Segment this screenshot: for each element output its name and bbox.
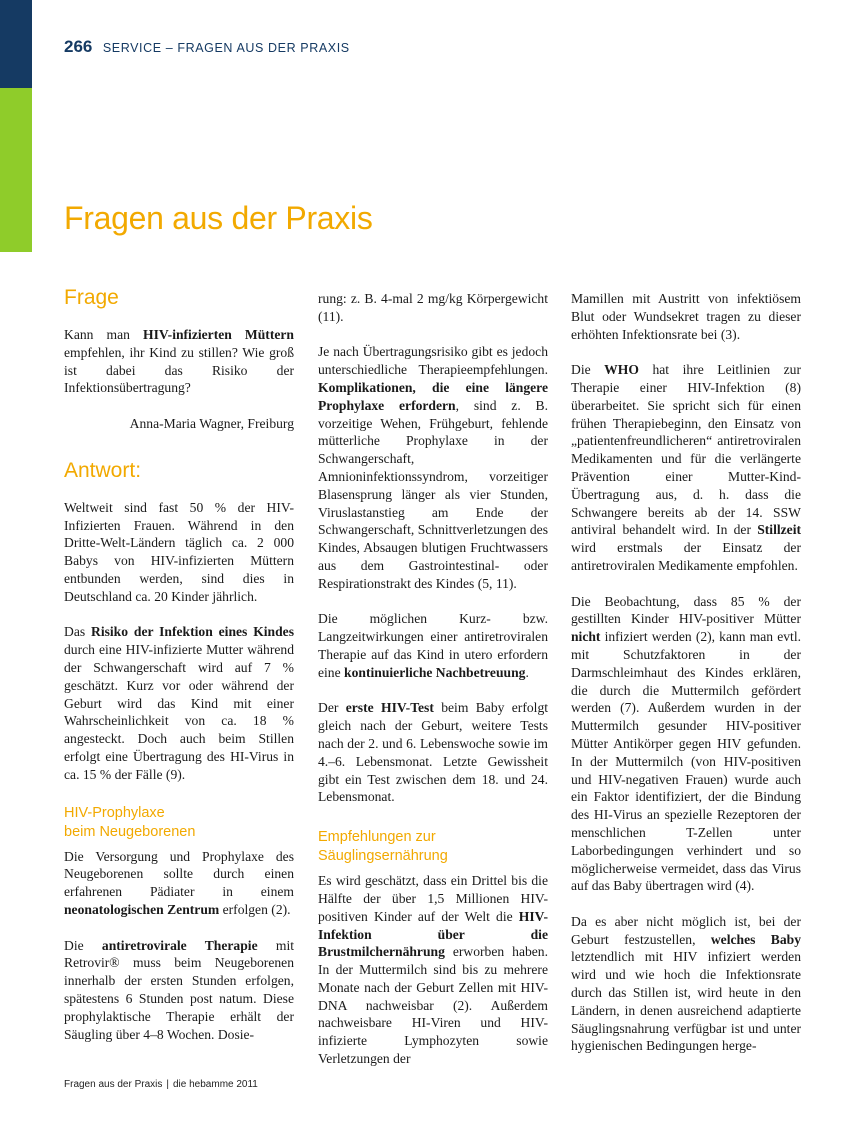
column-2 bbox=[318, 290, 548, 1086]
column-3 bbox=[571, 290, 801, 1073]
paragraph: Die WHO hat ihre Leitlinien zur Therapie einer HIV-Infektion (8) überarbeitet. Sie spricht sich für einen frühen Therapiebeginn, den Einsatz von „patientenfreundlicheren“ antiretroviralen Medikamenten und für die verlängerte Prävention einer Mutter-Kind-Übertragung aus, d. h. dass die Schwangere bereits ab der 14. SSW antiviral behandelt wird. In der Stillzeit wird erstmals der Einsatz der antiretroviralen Medikamente empfohlen. bbox=[571, 362, 801, 573]
paragraph: Der erste HIV-Test beim Baby erfolgt gleich nach der Geburt, weitere Tests nach der 2. und 6. Lebenswoche sowie im 4.–6. Lebensmonat. Letzte Gewissheit gibt ein Test zwischen dem 18. und 24. Lebensmonat. bbox=[318, 700, 549, 805]
paragraph: Die Versorgung und Prophylaxe des Neugeborenen sollte durch einen erfahrenen Pädiater in einem neonatologischen Zentrum erfolgen (2). bbox=[64, 848, 294, 917]
footer-publication: die hebamme 2011 bbox=[173, 1079, 258, 1090]
paragraph: Das Risiko der Infektion eines Kindes durch eine HIV-infizierte Mutter während der Schwangerschaft wird auf 7 % geschätzt. Kurz vor oder während der Geburt wird das Kind mit einer Wahrscheinlichkeit von ca. 18 % angesteckt. Doch auch beim Stillen erfolgt eine Übertragung des HI-Virus in ca. 15 % der Fälle (9). bbox=[64, 624, 294, 782]
emphasis-text: antiretrovirale Therapie bbox=[101, 937, 258, 953]
paragraph: Die Beobachtung, dass 85 % der gestillten Kinder HIV-positiver Mütter nicht infiziert werden (2), kann man evtl. mit Schutzfaktoren in der Darmschleimhaut des Kindes erklären, die durch die Muttermilch gefördert werden (7). Außerdem wurden in der Muttermilch gesunder HIV-positiver Mütter Antikörper gegen HIV gefunden. In der Muttermilch (von HIV-positiven und HIV-negativen Frauen) wurde auch ein Faktor identifiziert, der die Bindung des HI-Virus an spezielle Rezeptoren der menschlichen T-Zellen unter Laborbedingungen verhindert und so möglicherweise vermeidet, dass das Virus auf das Baby übertragen wird (4). bbox=[571, 593, 801, 894]
paragraph: Die antiretrovirale Therapie mit Retrovir® muss beim Neugeborenen innerhalb der ersten Stunden erfolgen, spätestens 6 Stunden post natum. Diese prophylaktische Therapie erhält der Säugling über 4–8 Wochen. Dosie- bbox=[64, 937, 295, 1042]
emphasis-text: kontinuierliche Nachbetreuung bbox=[344, 664, 526, 680]
question-heading: Frage bbox=[64, 286, 119, 309]
subheading-empfehlungen: Empfehlungen zur Säuglingsernährung bbox=[318, 829, 448, 865]
page-title: Fragen aus der Praxis bbox=[64, 200, 373, 236]
running-head bbox=[64, 37, 350, 57]
subheading-hiv-prophylaxe: HIV-Prophylaxe beim Neugeborenen bbox=[64, 804, 196, 840]
paragraph: Mamillen mit Austritt von infektiösem Blut oder Wundsekret tragen zu dieser erhöhten Infektionsrate bei (3). bbox=[571, 291, 801, 342]
paragraph: Da es aber nicht möglich ist, bei der Geburt festzustellen, welches Baby letztendlich mit HIV infiziert werden wird und wie hoch die Infektionsrate durch das Stillen ist, wird heute in den Ländern, in denen ausreichend adaptierte Säuglingsnahrung verfügbar ist und unter hygienischen Bedingungen herge- bbox=[571, 913, 801, 1054]
paragraph: Weltweit sind fast 50 % der HIV-Infizierten Frauen. Während in den Dritte-Welt-Ländern täglich ca. 2 000 Babys von HIV-infizierten Müttern entbunden werden, sind dies in Deutschland ca. 20 Kinder jährlich. bbox=[64, 499, 294, 604]
paragraph: rung: z. B. 4-mal 2 mg/kg Körpergewicht (11). bbox=[318, 291, 548, 324]
emphasis-text: neonatologischen Zentrum bbox=[64, 901, 220, 917]
question-author: Anna-Maria Wagner, Freiburg bbox=[129, 415, 294, 431]
emphasis-text: WHO bbox=[604, 362, 639, 378]
emphasis-text: HIV-infizierten Müttern bbox=[143, 327, 294, 342]
emphasis-text: welches Baby bbox=[710, 931, 801, 947]
question-text: Kann man HIV-infizierten Müttern empfehlen, ihr Kind zu stillen? Wie groß ist dabei das Risiko der Infektionsübertragung? bbox=[64, 327, 294, 396]
section-color-bar bbox=[0, 88, 32, 252]
page-number: 266 bbox=[64, 37, 93, 56]
emphasis-text: Komplikationen, die eine längere Prophylaxe erfordern bbox=[318, 379, 548, 413]
footer-title: Fragen aus der Praxis bbox=[64, 1079, 163, 1090]
footer bbox=[64, 1079, 258, 1090]
emphasis-text: erste HIV-Test bbox=[345, 700, 434, 716]
paragraph: Die möglichen Kurz- bzw. Langzeitwirkungen einer antiretroviralen Therapie auf das Kind in utero erfordern eine kontinuierliche Nachbetreuung. bbox=[318, 611, 548, 680]
emphasis-text: Stillzeit bbox=[757, 522, 801, 538]
emphasis-text: Risiko der Infektion eines Kindes bbox=[91, 624, 294, 640]
footer-separator: | bbox=[166, 1079, 169, 1090]
column-1 bbox=[64, 286, 294, 1061]
paragraph: Es wird geschätzt, dass ein Drittel bis die Hälfte der über 1,5 Millionen HIV-positiven Kinder auf der Welt die HIV-Infektion über die Brustmilchernährung erworben haben. In der Muttermilch sind bis zu mehrere Monate nach der Geburt Zellen mit HIV-DNA nachweisbar (2). Außerdem nachweisbare HI-Viren und HIV-infizierte Lymphozyten sowie Verletzungen der bbox=[318, 873, 548, 1067]
header-color-bar bbox=[0, 0, 32, 88]
answer-heading: Antwort: bbox=[64, 458, 142, 482]
paragraph: Je nach Übertragungsrisiko gibt es jedoch unterschiedliche Therapieempfehlungen. Komplikationen, die eine längere Prophylaxe erfordern, sind z. B. vorzeitige Wehen, Frühgeburt, fehlende mütterliche Prophylaxe in der Schwangerschaft, Amnioninfektionssyndrom, vorzeitiger Blasensprung länger als vier Stunden, Viruslastanstieg am Ende der Schwangerschaft, Schnittverletzungen des Kindes, Absaugen blutigen Fruchtwassers aus dem Gastrointestinal- oder Respirationstrakt des Kindes (5, 11). bbox=[318, 344, 548, 591]
emphasis-text: HIV-Infektion über die Brustmilchernährung bbox=[318, 908, 548, 960]
emphasis-text: nicht bbox=[571, 629, 601, 645]
section-label: SERVICE – FRAGEN AUS DER PRAXIS bbox=[102, 41, 350, 55]
